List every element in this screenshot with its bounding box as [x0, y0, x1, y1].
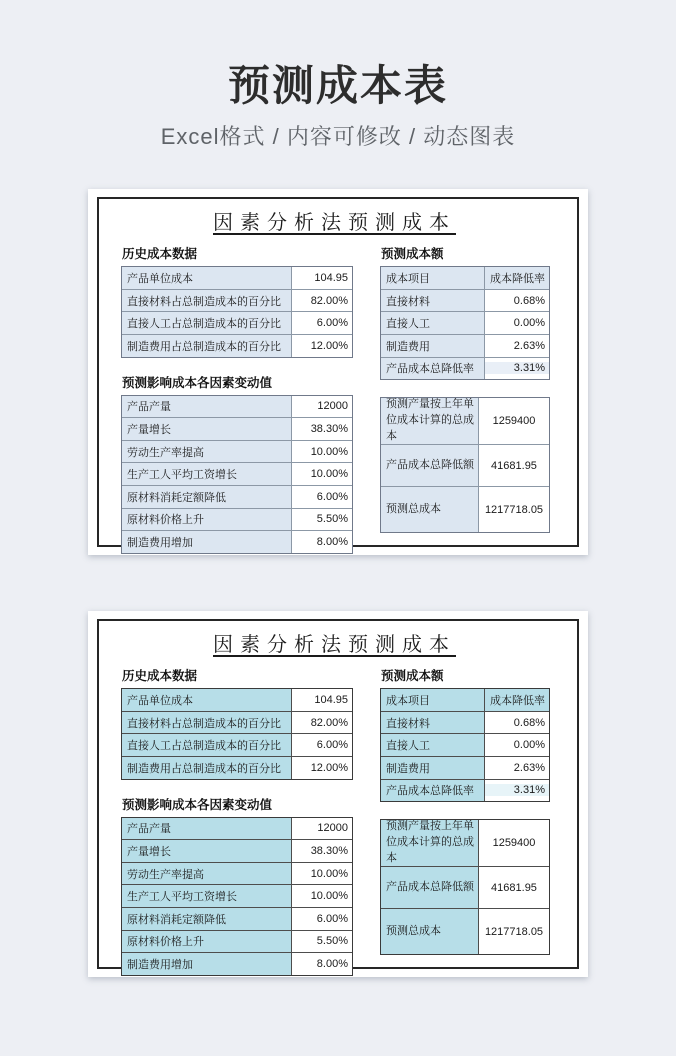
table-row: [122, 485, 352, 508]
right-column: [380, 661, 550, 976]
header-cell-rate: 成本降低率: [485, 267, 549, 289]
cell-value: 0.68%: [513, 716, 545, 729]
cell-label: 产品成本总降低额: [381, 867, 479, 908]
cell-label: 产品产量: [122, 396, 292, 418]
table-row: [122, 952, 352, 975]
section-heading-history: 历史成本数据: [122, 669, 198, 684]
section-heading-factors: 预测影响成本各因素变动值: [122, 375, 273, 390]
cell-value: 6.00%: [316, 739, 348, 752]
forecast-table: [380, 688, 550, 802]
table-row: [122, 839, 352, 862]
cell-label: 制造费用: [381, 335, 485, 357]
cell-value: 10.00%: [310, 468, 348, 481]
cell-value: 10.00%: [310, 867, 348, 880]
table-row: [122, 508, 352, 531]
section-heading-forecast: 预测成本额: [381, 669, 444, 684]
table-row: [122, 689, 352, 711]
cell-value: 6.00%: [316, 317, 348, 330]
left-column: [121, 661, 353, 976]
table-row: [381, 779, 549, 802]
table-row: [122, 462, 352, 485]
header-cell-item: 成本项目: [381, 267, 485, 289]
cell-value: 1259400: [492, 837, 536, 850]
header-cell-item: 成本项目: [381, 689, 485, 711]
section-heading-history: 历史成本数据: [122, 247, 198, 262]
table-row: [122, 334, 352, 357]
cell-value: 38.30%: [310, 845, 348, 858]
table-row: [381, 733, 549, 756]
summary-table: [380, 819, 550, 955]
table-row: [122, 711, 352, 734]
cell-value: 12000: [317, 400, 348, 413]
cell-value: 12.00%: [310, 339, 348, 352]
table-row: [381, 398, 549, 444]
cell-value: 1217718.05: [484, 925, 544, 938]
cell-value: 1259400: [492, 415, 536, 428]
factors-table: [121, 817, 353, 976]
table-row: [381, 444, 549, 486]
cell-value: 3.31%: [485, 362, 549, 374]
cell-label: 直接材料: [381, 712, 485, 734]
table-row: [381, 908, 549, 954]
cell-value: 2.63%: [513, 339, 545, 352]
cell-label: 产品单位成本: [122, 689, 292, 711]
cell-value: 3.31%: [485, 784, 549, 796]
cell-label: 劳动生产率提高: [122, 863, 292, 885]
sheet-columns: [121, 661, 548, 976]
cell-label: 直接人工占总制造成本的百分比: [122, 312, 292, 334]
cell-label: 生产工人平均工资增长: [122, 885, 292, 907]
cell-label: 制造费用增加: [122, 953, 292, 975]
page-title: 预测成本表: [227, 62, 448, 109]
cell-label: 生产工人平均工资增长: [122, 463, 292, 485]
table-row: [122, 907, 352, 930]
cell-label: 原材料价格上升: [122, 509, 292, 531]
cell-value: 41681.95: [491, 881, 537, 894]
left-column: [121, 239, 353, 554]
cell-value: 10.00%: [310, 890, 348, 903]
cell-value: 82.00%: [310, 294, 348, 307]
cell-label: 产品成本总降低率: [381, 358, 485, 380]
table-row: [122, 396, 352, 418]
table-row: [381, 866, 549, 908]
cell-label: 产量增长: [122, 418, 292, 440]
header-cell-rate: 成本降低率: [485, 689, 549, 711]
cell-label: 预测总成本: [381, 487, 479, 532]
section-heading-forecast: 预测成本额: [381, 247, 444, 262]
cell-label: 原材料消耗定额降低: [122, 908, 292, 930]
cell-label: 直接人工: [381, 312, 485, 334]
cell-label: 直接人工占总制造成本的百分比: [122, 734, 292, 756]
cell-label: 直接材料占总制造成本的百分比: [122, 290, 292, 312]
history-table: [121, 266, 353, 357]
table-row: [381, 711, 549, 734]
cell-label: 产量增长: [122, 840, 292, 862]
sheet-preview-card-2: [88, 611, 588, 977]
table-row: [122, 818, 352, 840]
cell-label: 直接材料占总制造成本的百分比: [122, 712, 292, 734]
cell-value: 8.00%: [316, 958, 348, 971]
cell-label: 劳动生产率提高: [122, 441, 292, 463]
table-row: [122, 733, 352, 756]
cell-value: 12000: [317, 822, 348, 835]
table-row: [122, 862, 352, 885]
table-row: [122, 289, 352, 312]
cell-value: 12.00%: [310, 761, 348, 774]
cell-value: 10.00%: [310, 445, 348, 458]
cell-value: 104.95: [314, 694, 348, 707]
cell-label: 原材料价格上升: [122, 931, 292, 953]
table-row: [381, 820, 549, 866]
cell-value: 0.00%: [513, 739, 545, 752]
table-row: [122, 440, 352, 463]
cell-value: 0.00%: [513, 317, 545, 330]
cell-label: 预测产量按上年单位成本计算的总成本: [381, 398, 479, 444]
cell-value: 2.63%: [513, 761, 545, 774]
cell-label: 制造费用增加: [122, 531, 292, 553]
cell-label: 直接材料: [381, 290, 485, 312]
cell-value: 6.00%: [316, 912, 348, 925]
sheet-title: 因素分析法预测成本: [213, 634, 456, 657]
cell-value: 5.50%: [316, 513, 348, 526]
cell-value: 0.68%: [513, 294, 545, 307]
cell-value: 6.00%: [316, 490, 348, 503]
page-header: [0, 0, 676, 151]
cell-label: 产品成本总降低额: [381, 445, 479, 486]
forecast-table: [380, 266, 550, 380]
summary-table: [380, 397, 550, 533]
page-subtitle: Excel格式 / 内容可修改 / 动态图表: [160, 124, 516, 150]
sheet-title: 因素分析法预测成本: [213, 212, 456, 235]
table-row: [381, 334, 549, 357]
table-header-row: [381, 267, 549, 289]
factors-table: [121, 395, 353, 554]
sheet-frame: [97, 619, 579, 972]
table-row: [381, 756, 549, 779]
table-row: [122, 884, 352, 907]
cell-label: 产品产量: [122, 818, 292, 840]
cell-label: 产品成本总降低率: [381, 780, 485, 802]
table-row: [381, 311, 549, 334]
sheet-preview-card-1: [88, 189, 588, 555]
right-column: [380, 239, 550, 554]
cell-value: 38.30%: [310, 423, 348, 436]
table-row: [122, 311, 352, 334]
section-heading-factors: 预测影响成本各因素变动值: [122, 797, 273, 812]
table-row: [381, 486, 549, 532]
cell-value: 1217718.05: [484, 503, 544, 516]
cell-label: 制造费用占总制造成本的百分比: [122, 335, 292, 357]
cell-value: 8.00%: [316, 536, 348, 549]
cell-value: 104.95: [314, 272, 348, 285]
table-row: [122, 417, 352, 440]
cell-label: 预测产量按上年单位成本计算的总成本: [381, 820, 479, 866]
sheet-columns: [121, 239, 548, 554]
table-row: [122, 530, 352, 553]
history-table: [121, 688, 353, 779]
table-row: [381, 289, 549, 312]
sheet-frame: [97, 197, 579, 550]
cell-label: 制造费用占总制造成本的百分比: [122, 757, 292, 779]
table-header-row: [381, 689, 549, 711]
table-row: [122, 756, 352, 779]
cell-value: 41681.95: [491, 459, 537, 472]
cell-label: 产品单位成本: [122, 267, 292, 289]
cell-value: 82.00%: [310, 716, 348, 729]
table-row: [122, 930, 352, 953]
cell-label: 制造费用: [381, 757, 485, 779]
cell-label: 原材料消耗定额降低: [122, 486, 292, 508]
cell-value: 5.50%: [316, 935, 348, 948]
table-row: [381, 357, 549, 380]
cell-label: 预测总成本: [381, 909, 479, 954]
cell-label: 直接人工: [381, 734, 485, 756]
table-row: [122, 267, 352, 289]
